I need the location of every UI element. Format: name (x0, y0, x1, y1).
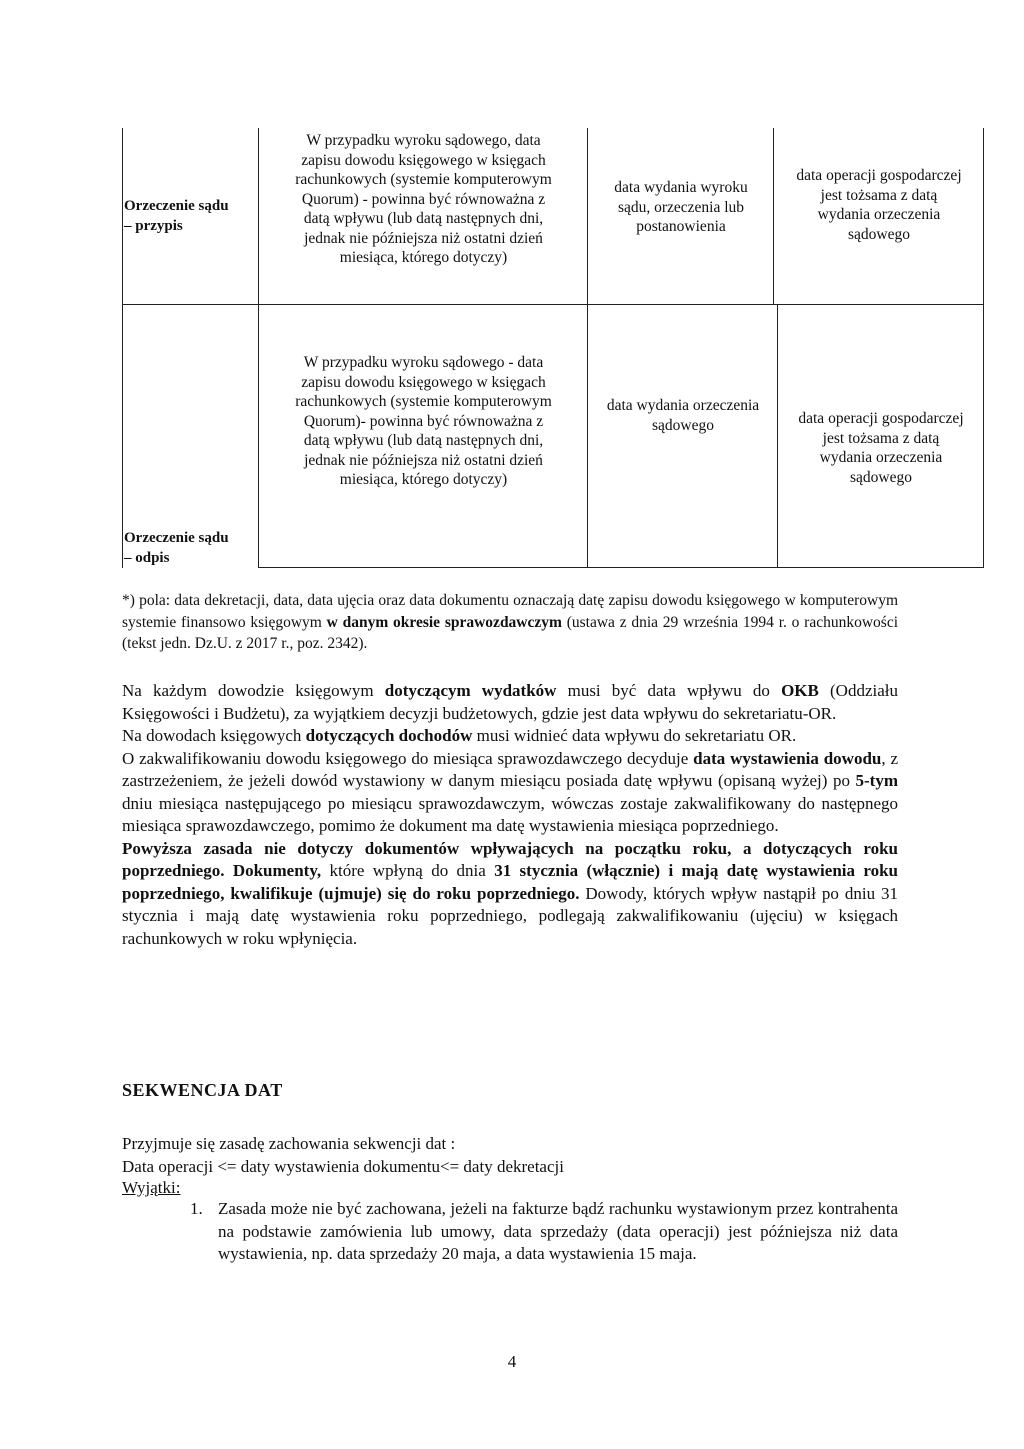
row1-date-line-3: postanowienia (636, 218, 726, 235)
para3-text-1: O zakwalifikowaniu dowodu księgowego do miesiąca sprawozdawczego decyduje (122, 748, 694, 768)
row1-op-line-3: wydania orzeczenia (817, 206, 941, 223)
paragraph-expenses (122, 680, 898, 725)
para2-text-2: musi widnieć data wpływu do sekretariatu OR. (472, 726, 797, 745)
row2-desc-line-4: Quorum)- powinna być równoważna z (303, 412, 544, 430)
row2-desc-line-2: zapisu dowodu księgowego w księgach (301, 373, 546, 391)
row1-desc-line-7: miesiąca, którego dotyczy) (339, 249, 508, 266)
row2-operation (779, 409, 983, 487)
paragraph-year-end-rule (122, 838, 898, 951)
table-col-divider-2a (258, 304, 259, 568)
row1-label-line-1: Orzeczenie sądu (124, 198, 229, 214)
section-heading-sequence: SEKWENCJA DAT (122, 1080, 283, 1100)
para3-text-3: dniu miesiąca następującego po miesiącu sprawozdawczym, wówczas zostaje zakwalifikowany do następnego miesiąca sprawozdawczego, pomimo że dokument ma datę wystawienia miesiąca poprzedniego. (122, 793, 898, 835)
row2-label-line-1: Orzeczenie sądu (124, 530, 229, 546)
row2-desc-line-7: miesiąca, którego dotyczy) (339, 471, 508, 488)
paragraph-qualification (122, 748, 898, 838)
paragraph-income (122, 725, 898, 748)
exceptions-label: Wyjątki: (122, 1178, 181, 1197)
para1-bold-2: OKB (781, 681, 819, 700)
table-col-divider-1c (773, 128, 774, 304)
para3-bold-1: data wystawienia dowodu (693, 748, 882, 768)
row2-desc-line-1: W przypadku wyroku sądowego - data (303, 354, 544, 371)
para3-bold-2: 5-tym (855, 771, 898, 790)
table-border-left-2 (122, 304, 123, 568)
para1-bold-1: dotyczącym wydatków (384, 681, 557, 700)
row1-op-line-4: sądowego (848, 225, 910, 243)
table-border-right-2 (983, 304, 984, 568)
table-col-divider-2b (587, 304, 588, 568)
table-row-separator (122, 304, 983, 305)
row2-date (589, 396, 777, 435)
row2-op-line-2: jest tożsama z datą (822, 429, 940, 447)
page-number: 4 (507, 1352, 517, 1371)
row1-operation (775, 166, 983, 244)
row1-desc-line-6: jednak nie późniejsza niż ostatni dzień (304, 229, 543, 247)
row2-label-line-2: – odpis (124, 550, 170, 566)
sequence-rule: Data operacji <= daty wystawienia dokumentu<= daty dekretacji (122, 1157, 564, 1176)
row2-description (260, 353, 587, 490)
row1-desc-line-4: Quorum) - powinna być równoważna z (301, 190, 546, 208)
para4-bold-1: Powyższa zasada nie dotyczy dokumentów wpływających na początku roku, a dotyczących roku poprzedniego. Dokumenty, (122, 838, 898, 880)
para2-bold-1: dotyczących dochodów (305, 726, 473, 745)
row2-desc-line-3: rachunkowych (systemie komputerowym (295, 393, 552, 410)
row1-desc-line-2: zapisu dowodu księgowego w księgach (301, 151, 546, 169)
row1-desc-line-1: W przypadku wyroku sądowego, data (306, 132, 541, 149)
row2-date-line-2: sądowego (652, 416, 714, 434)
row1-label (124, 196, 258, 236)
row1-op-line-1: data operacji gospodarczej (796, 167, 962, 184)
row2-label (124, 528, 258, 568)
body-text (122, 680, 898, 950)
para1-text-1: Na każdym dowodzie księgowym (122, 681, 385, 700)
para4-bold-2: 31 stycznia (włącznie) i mają datę wystawienia roku poprzedniego, kwalifikuje (ujmuje) się do roku poprzedniego. (122, 861, 898, 903)
para1-text-3: (Oddziału Księgowości i Budżetu), za wyjątkiem decyzji budżetowych, gdzie jest data wpływu do sekretariatu-OR. (122, 681, 898, 723)
row1-date-line-2: sądu, orzeczenia lub (617, 198, 745, 216)
row2-desc-line-6: jednak nie późniejsza niż ostatni dzień (304, 451, 543, 469)
row2-op-line-1: data operacji gospodarczej (798, 410, 964, 427)
row1-desc-line-3: rachunkowych (systemie komputerowym (295, 171, 552, 188)
para4-text-1: które wpłyną do dnia (321, 861, 495, 880)
para3-text-2: , z zastrzeżeniem, że jeżeli dowód wystawiony w danym miesiącu posiada datę wpływu (opisaną wyżej) po (122, 748, 898, 790)
row2-op-line-3: wydania orzeczenia (819, 449, 943, 466)
exception-item-number: 1. (190, 1199, 203, 1218)
table-col-divider-2c (777, 304, 778, 568)
row1-date-line-1: data wydania wyroku (614, 179, 748, 196)
footnote-tail: (ustawa z dnia 29 września 1994 r. o rachunkowości (tekst jedn. Dz.U. z 2017 r., poz. 2342). (122, 613, 899, 653)
para2-text-1: Na dowodach księgowych (122, 726, 306, 745)
table-border-right-1 (983, 128, 984, 304)
sequence-intro: Przyjmuje się zasadę zachowania sekwencji dat : (122, 1134, 456, 1153)
row2-op-line-4: sądowego (850, 468, 912, 486)
row1-desc-line-5: datą wpływu (lub datą następnych dni, (303, 210, 544, 227)
exception-item-text: Zasada może nie być zachowana, jeżeli na fakturze bądź rachunku wystawionym przez kontrahenta na podstawie zamówienia lub umowy, data sprzedaży (data operacji) jest późniejsza niż data wystawienia, np. data sprzedaży 20 maja, a data wystawienia 15 maja. (218, 1199, 898, 1263)
para1-text-2: musi być data wpływu do (556, 681, 782, 700)
table-col-divider-1a (258, 128, 259, 304)
row1-date (589, 178, 773, 237)
row1-op-line-2: jest tożsama z datą (820, 186, 938, 204)
para4-text-2: Dowody, których wpływ nastąpił po dniu 31 stycznia i mają datę wystawienia roku poprzedniego, podlegają zakwalifikowaniu (ujęciu) w księgach rachunkowych w roku wpłynięcia. (122, 883, 898, 948)
row2-date-line-1: data wydania orzeczenia (606, 397, 760, 414)
footnote (122, 590, 898, 655)
row2-desc-line-5: datą wpływu (lub datą następnych dni, (303, 432, 544, 449)
footnote-lead: *) pola: data dekretacji, data, data ujęcia oraz data dokumentu oznaczają datę zapisu dowodu księgowego w komputerowym systemie finansowo księgowym (122, 592, 898, 631)
row1-label-line-2: – przypis (124, 218, 183, 234)
footnote-bold: w danym okresie sprawozdawczym (326, 613, 562, 631)
table-border-left-1 (122, 128, 123, 304)
table-bottom-border (258, 567, 984, 568)
table-col-divider-1b (587, 128, 588, 304)
row1-description (260, 131, 587, 268)
